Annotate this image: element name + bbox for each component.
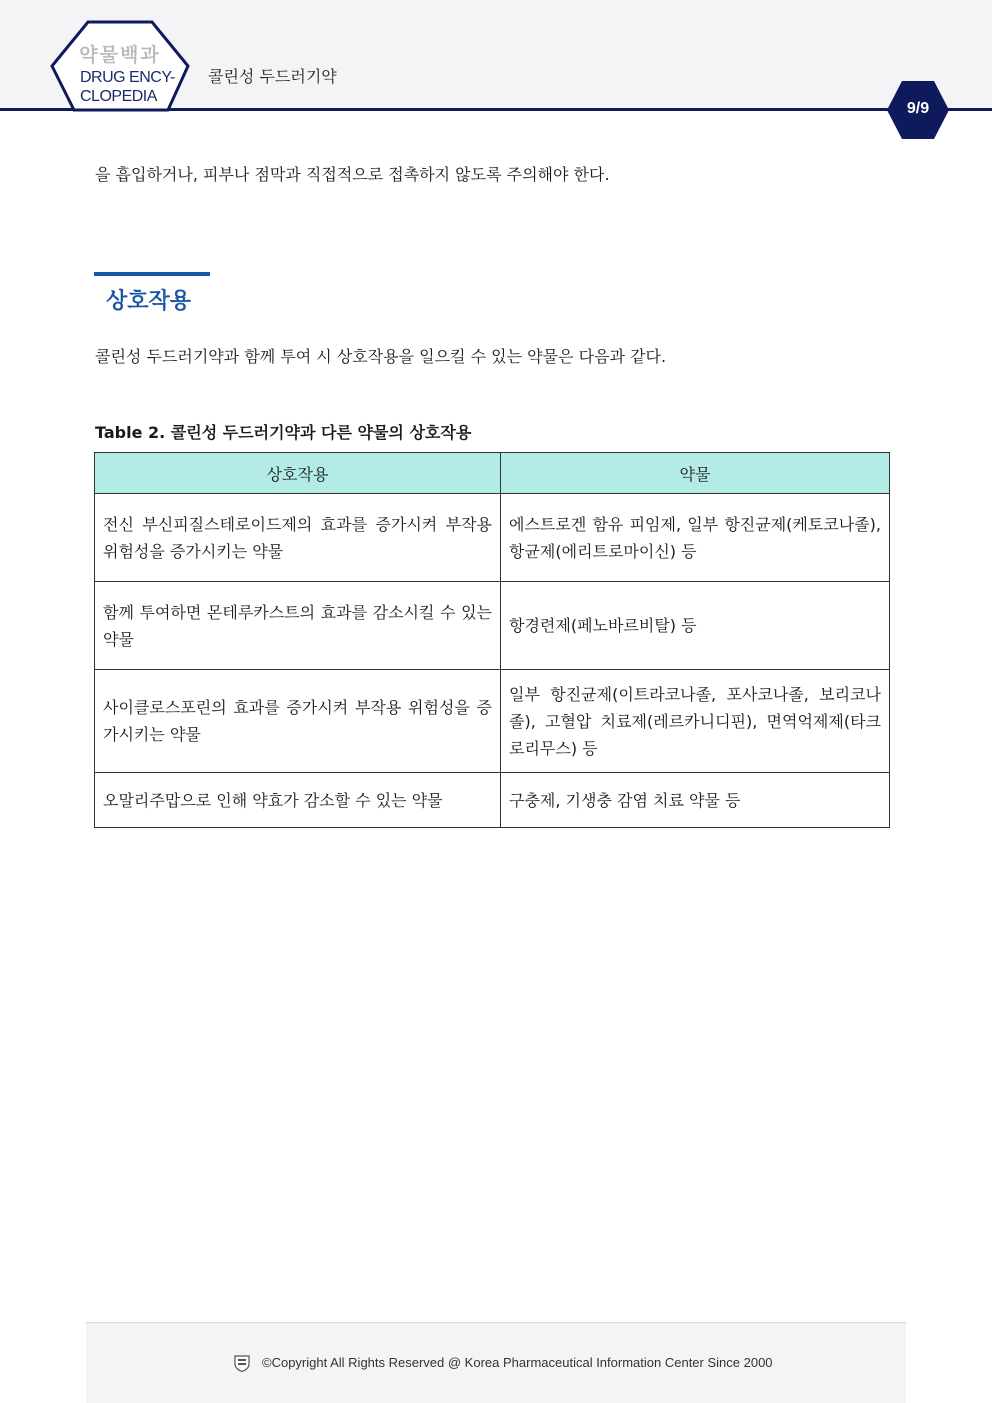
column-header-interaction: 상호작용 (95, 453, 501, 494)
document-title: 콜린성 두드러기약 (208, 67, 337, 86)
interaction-cell: 함께 투여하면 몬테루카스트의 효과를 감소시킬 수 있는 약물 (95, 582, 501, 670)
page-indicator-badge (886, 80, 950, 140)
table-caption: Table 2. 콜린성 두드러기약과 다른 약물의 상호작용 (95, 423, 472, 442)
drug-cell: 일부 항진균제(이트라코나졸, 포사코나졸, 보리코나졸), 고혈압 치료제(레르카니디핀), 면역억제제(타크로리무스) 등 (501, 670, 890, 773)
section-title-underline (94, 272, 210, 276)
drug-cell: 에스트로겐 함유 피임제, 일부 항진균제(케토코나졸), 항균제(에리트로마이신) 등 (501, 494, 890, 582)
interaction-cell: 사이클로스포린의 효과를 증가시켜 부작용 위험성을 증가시키는 약물 (95, 670, 501, 773)
page-footer (86, 1322, 906, 1403)
table-row (95, 494, 890, 582)
interaction-cell: 전신 부신피질스테로이드제의 효과를 증가시켜 부작용 위험성을 증가시키는 약물 (95, 494, 501, 582)
kpic-emblem-icon (234, 1355, 250, 1372)
column-header-drug: 약물 (501, 453, 890, 494)
copyright-text: ©Copyright All Rights Reserved @ Korea Pharmaceutical Information Center Since 2000 (262, 1355, 773, 1370)
interaction-cell: 오말리주맙으로 인해 약효가 감소할 수 있는 약물 (95, 773, 501, 828)
drug-cell: 항경련제(페노바르비탈) 등 (501, 582, 890, 670)
logo-korean-text: 약물백과 (79, 44, 161, 66)
table-row (95, 582, 890, 670)
logo-english-line1: DRUG ENCY- (80, 69, 175, 86)
drug-cell: 구충제, 기생충 감염 치료 약물 등 (501, 773, 890, 828)
logo-english-line2: CLOPEDIA (80, 88, 157, 105)
interaction-table (94, 452, 890, 828)
drug-encyclopedia-logo (50, 20, 190, 114)
logo-english-text (80, 68, 180, 106)
table-row (95, 670, 890, 773)
intro-paragraph: 콜린성 두드러기약과 함께 투여 시 상호작용을 일으킬 수 있는 약물은 다음과 같다. (95, 347, 667, 366)
continuation-paragraph: 을 흡입하거나, 피부나 점막과 직접적으로 접촉하지 않도록 주의해야 한다. (95, 165, 610, 184)
table-header-row (95, 453, 890, 494)
table-row (95, 773, 890, 828)
section-title: 상호작용 (106, 289, 192, 314)
page-number: 9/9 (906, 100, 930, 117)
